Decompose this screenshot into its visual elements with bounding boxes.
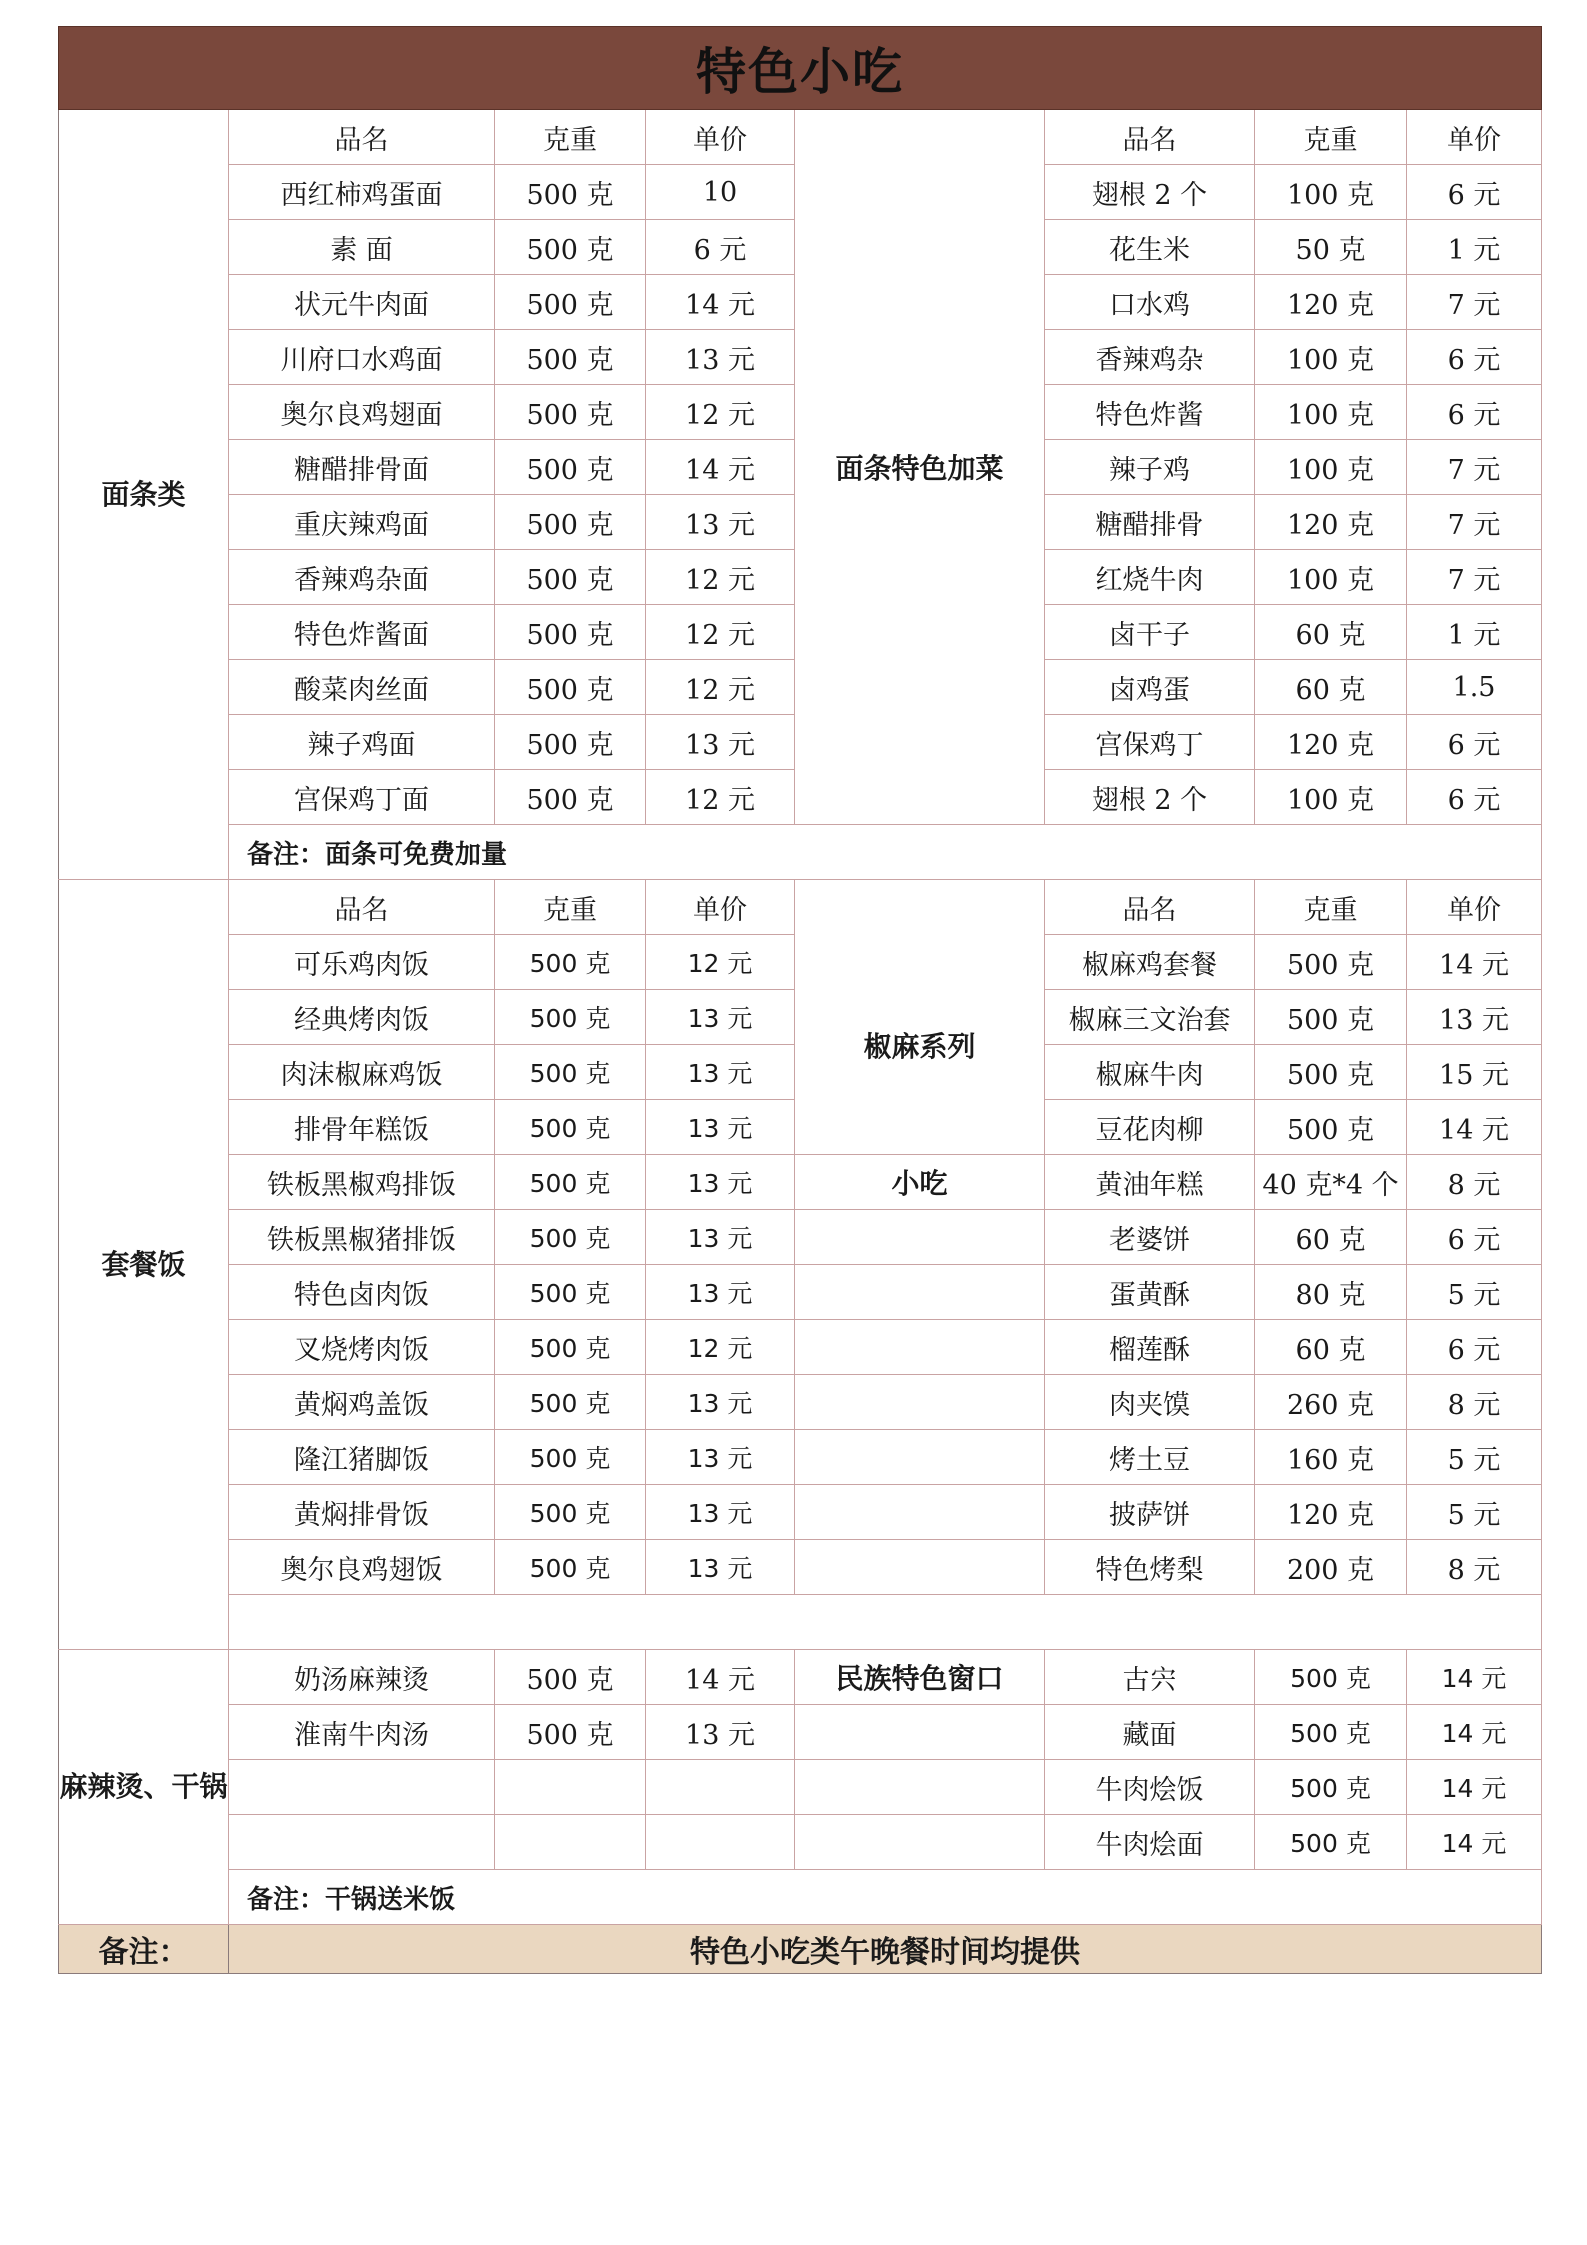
- sets-header-price: 单价: [646, 880, 795, 935]
- item-name: 宫保鸡丁面: [229, 770, 495, 825]
- extra-price: 13 元: [1407, 990, 1542, 1045]
- empty-cell: [646, 1760, 795, 1815]
- footer-text: 特色小吃类午晚餐时间均提供: [229, 1925, 1542, 1974]
- item-price: 12 元: [646, 660, 795, 715]
- extra-price: 6 元: [1407, 1320, 1542, 1375]
- extra-weight: 60 克: [1255, 1210, 1407, 1265]
- sets-header-weight: 克重: [495, 880, 646, 935]
- table-row: [59, 1375, 1542, 1430]
- item-name: 黄焖鸡盖饭: [229, 1375, 495, 1430]
- item-weight: 500 克: [495, 165, 646, 220]
- extra-name: 红烧牛肉: [1045, 550, 1255, 605]
- extra-weight: 50 克: [1255, 220, 1407, 275]
- item-weight: 500 克: [495, 275, 646, 330]
- extra-name: 口水鸡: [1045, 275, 1255, 330]
- extra-price: 7 元: [1407, 550, 1542, 605]
- item-name: 糖醋排骨面: [229, 440, 495, 495]
- extra-price: 6 元: [1407, 1210, 1542, 1265]
- extra-price: 5 元: [1407, 1265, 1542, 1320]
- extra-name: 牛肉烩面: [1045, 1815, 1255, 1870]
- empty-cell: [229, 1815, 495, 1870]
- item-weight: 500 克: [495, 385, 646, 440]
- extra-name: 豆花肉柳: [1045, 1100, 1255, 1155]
- menu-table: [58, 26, 1542, 1974]
- noodles-header-price: 单价: [646, 110, 795, 165]
- sets-side-empty: [795, 1265, 1045, 1320]
- extra-weight: 120 克: [1255, 275, 1407, 330]
- extra-price: 6 元: [1407, 715, 1542, 770]
- item-weight: 500 克: [495, 330, 646, 385]
- extra-price: 5 元: [1407, 1430, 1542, 1485]
- sets-side-empty: [795, 1485, 1045, 1540]
- item-price: 14 元: [646, 1650, 795, 1705]
- extra-weight: 40 克*4 个: [1255, 1155, 1407, 1210]
- extra-name: 黄油年糕: [1045, 1155, 1255, 1210]
- sets-side-empty: [795, 1375, 1045, 1430]
- item-price: 13 元: [646, 1155, 795, 1210]
- extra-name: 卤鸡蛋: [1045, 660, 1255, 715]
- item-weight: 500 克: [495, 220, 646, 275]
- extra-weight: 500 克: [1255, 1760, 1407, 1815]
- footer-label: 备注：: [59, 1925, 229, 1974]
- item-weight: 500 克: [495, 1650, 646, 1705]
- item-name: 肉沫椒麻鸡饭: [229, 1045, 495, 1100]
- sets-side-empty: [795, 1210, 1045, 1265]
- item-name: 叉烧烤肉饭: [229, 1320, 495, 1375]
- item-name: 状元牛肉面: [229, 275, 495, 330]
- item-weight: 500 克: [495, 1485, 646, 1540]
- extra-name: 卤干子: [1045, 605, 1255, 660]
- extra-weight: 500 克: [1255, 1100, 1407, 1155]
- noodles-note: 备注：面条可免费加量: [229, 825, 1542, 880]
- item-weight: 500 克: [495, 1705, 646, 1760]
- note-row: [59, 1870, 1542, 1925]
- extra-name: 椒麻牛肉: [1045, 1045, 1255, 1100]
- extra-name: 肉夹馍: [1045, 1375, 1255, 1430]
- sets-extras-header-name: 品名: [1045, 880, 1255, 935]
- extra-name: 椒麻三文治套: [1045, 990, 1255, 1045]
- item-name: 奶汤麻辣烫: [229, 1650, 495, 1705]
- item-weight: 500 克: [495, 1155, 646, 1210]
- item-price: 6 元: [646, 220, 795, 275]
- malatang-side-label: 民族特色窗口: [795, 1650, 1045, 1705]
- header-row: [59, 880, 1542, 935]
- extra-weight: 100 克: [1255, 770, 1407, 825]
- item-name: 素 面: [229, 220, 495, 275]
- empty-cell: [495, 1760, 646, 1815]
- item-name: 奥尔良鸡翅面: [229, 385, 495, 440]
- item-weight: 500 克: [495, 440, 646, 495]
- item-price: 13 元: [646, 1375, 795, 1430]
- item-name: 铁板黑椒猪排饭: [229, 1210, 495, 1265]
- item-weight: 500 克: [495, 1540, 646, 1595]
- item-price: 13 元: [646, 1430, 795, 1485]
- item-price: 14 元: [646, 275, 795, 330]
- extra-weight: 100 克: [1255, 385, 1407, 440]
- extra-name: 宫保鸡丁: [1045, 715, 1255, 770]
- category-noodles: 面条类: [59, 110, 229, 880]
- item-name: 酸菜肉丝面: [229, 660, 495, 715]
- item-weight: 500 克: [495, 1045, 646, 1100]
- extra-weight: 100 克: [1255, 440, 1407, 495]
- table-row: [59, 1210, 1542, 1265]
- sets-side-empty: [795, 1540, 1045, 1595]
- item-price: 10: [646, 165, 795, 220]
- extra-name: 翅根 2 个: [1045, 165, 1255, 220]
- item-weight: 500 克: [495, 1210, 646, 1265]
- sets-blank-row: [229, 1595, 1542, 1650]
- extra-name: 特色炸酱: [1045, 385, 1255, 440]
- extra-weight: 60 克: [1255, 1320, 1407, 1375]
- extra-name: 榴莲酥: [1045, 1320, 1255, 1375]
- extra-price: 6 元: [1407, 385, 1542, 440]
- item-price: 12 元: [646, 935, 795, 990]
- extra-name: 花生米: [1045, 220, 1255, 275]
- item-name: 特色炸酱面: [229, 605, 495, 660]
- extra-weight: 80 克: [1255, 1265, 1407, 1320]
- extra-weight: 100 克: [1255, 165, 1407, 220]
- extra-name: 藏面: [1045, 1705, 1255, 1760]
- extra-name: 蛋黄酥: [1045, 1265, 1255, 1320]
- extra-name: 古宍: [1045, 1650, 1255, 1705]
- extra-weight: 100 克: [1255, 330, 1407, 385]
- blank-row: [59, 1595, 1542, 1650]
- extra-weight: 100 克: [1255, 550, 1407, 605]
- footer-row: [59, 1925, 1542, 1974]
- item-price: 12 元: [646, 385, 795, 440]
- item-name: 奥尔良鸡翅饭: [229, 1540, 495, 1595]
- empty-cell: [229, 1760, 495, 1815]
- extra-price: 14 元: [1407, 1815, 1542, 1870]
- item-price: 13 元: [646, 990, 795, 1045]
- extra-weight: 500 克: [1255, 1705, 1407, 1760]
- sets-extras-header-weight: 克重: [1255, 880, 1407, 935]
- item-name: 隆江猪脚饭: [229, 1430, 495, 1485]
- extra-price: 1 元: [1407, 220, 1542, 275]
- extra-price: 7 元: [1407, 440, 1542, 495]
- extra-price: 1 元: [1407, 605, 1542, 660]
- extra-price: 14 元: [1407, 935, 1542, 990]
- sets-side-spacer: [795, 880, 1045, 935]
- malatang-side-empty: [795, 1815, 1045, 1870]
- sets-side-empty: [795, 1320, 1045, 1375]
- extra-name: 辣子鸡: [1045, 440, 1255, 495]
- item-price: 12 元: [646, 1320, 795, 1375]
- noodles-extras-header-weight: 克重: [1255, 110, 1407, 165]
- noodles-extras-header-price: 单价: [1407, 110, 1542, 165]
- category-sets: 套餐饭: [59, 880, 229, 1650]
- noodles-header-name: 品名: [229, 110, 495, 165]
- item-weight: 500 克: [495, 935, 646, 990]
- empty-cell: [646, 1815, 795, 1870]
- extra-weight: 260 克: [1255, 1375, 1407, 1430]
- item-weight: 500 克: [495, 1320, 646, 1375]
- extra-price: 1.5: [1407, 660, 1542, 715]
- extra-name: 牛肉烩饭: [1045, 1760, 1255, 1815]
- table-row: [59, 1705, 1542, 1760]
- extra-weight: 200 克: [1255, 1540, 1407, 1595]
- extra-price: 7 元: [1407, 495, 1542, 550]
- item-price: 13 元: [646, 1045, 795, 1100]
- extra-weight: 500 克: [1255, 1650, 1407, 1705]
- malatang-side-empty: [795, 1760, 1045, 1815]
- item-price: 13 元: [646, 1100, 795, 1155]
- extra-weight: 500 克: [1255, 935, 1407, 990]
- menu-sheet: [58, 26, 1541, 1974]
- extra-price: 7 元: [1407, 275, 1542, 330]
- extra-weight: 120 克: [1255, 1485, 1407, 1540]
- item-price: 14 元: [646, 440, 795, 495]
- sets-extras-header-price: 单价: [1407, 880, 1542, 935]
- extra-price: 8 元: [1407, 1375, 1542, 1430]
- table-row: [59, 1265, 1542, 1320]
- extra-price: 8 元: [1407, 1540, 1542, 1595]
- table-row: [59, 1155, 1542, 1210]
- item-price: 12 元: [646, 770, 795, 825]
- item-weight: 500 克: [495, 1375, 646, 1430]
- item-name: 西红柿鸡蛋面: [229, 165, 495, 220]
- sets-header-name: 品名: [229, 880, 495, 935]
- extra-price: 5 元: [1407, 1485, 1542, 1540]
- extra-name: 烤土豆: [1045, 1430, 1255, 1485]
- extra-price: 14 元: [1407, 1760, 1542, 1815]
- item-name: 排骨年糕饭: [229, 1100, 495, 1155]
- item-name: 铁板黑椒鸡排饭: [229, 1155, 495, 1210]
- header-row: [59, 110, 1542, 165]
- extra-name: 糖醋排骨: [1045, 495, 1255, 550]
- item-price: 13 元: [646, 330, 795, 385]
- extra-price: 8 元: [1407, 1155, 1542, 1210]
- item-weight: 500 克: [495, 605, 646, 660]
- extra-price: 6 元: [1407, 770, 1542, 825]
- extra-weight: 500 克: [1255, 990, 1407, 1045]
- extra-price: 6 元: [1407, 330, 1542, 385]
- extra-price: 14 元: [1407, 1100, 1542, 1155]
- note-row: [59, 825, 1542, 880]
- empty-cell: [495, 1815, 646, 1870]
- extra-weight: 160 克: [1255, 1430, 1407, 1485]
- item-weight: 500 克: [495, 990, 646, 1045]
- malatang-note: 备注：干锅送米饭: [229, 1870, 1542, 1925]
- item-name: 川府口水鸡面: [229, 330, 495, 385]
- noodles-extras-header-name: 品名: [1045, 110, 1255, 165]
- item-price: 13 元: [646, 495, 795, 550]
- extra-weight: 60 克: [1255, 605, 1407, 660]
- item-name: 辣子鸡面: [229, 715, 495, 770]
- table-row: [59, 1760, 1542, 1815]
- item-name: 香辣鸡杂面: [229, 550, 495, 605]
- extra-name: 披萨饼: [1045, 1485, 1255, 1540]
- sets-side-label-1: 椒麻系列: [795, 935, 1045, 1155]
- item-price: 12 元: [646, 550, 795, 605]
- table-row: [59, 1485, 1542, 1540]
- noodles-header-weight: 克重: [495, 110, 646, 165]
- extra-weight: 500 克: [1255, 1045, 1407, 1100]
- table-row: [59, 1650, 1542, 1705]
- extra-name: 椒麻鸡套餐: [1045, 935, 1255, 990]
- extra-price: 14 元: [1407, 1650, 1542, 1705]
- extra-price: 14 元: [1407, 1705, 1542, 1760]
- table-row: [59, 1320, 1542, 1375]
- item-weight: 500 克: [495, 1430, 646, 1485]
- item-price: 13 元: [646, 1485, 795, 1540]
- item-name: 可乐鸡肉饭: [229, 935, 495, 990]
- item-name: 经典烤肉饭: [229, 990, 495, 1045]
- item-weight: 500 克: [495, 1100, 646, 1155]
- extra-name: 香辣鸡杂: [1045, 330, 1255, 385]
- item-weight: 500 克: [495, 550, 646, 605]
- extra-weight: 120 克: [1255, 495, 1407, 550]
- item-name: 特色卤肉饭: [229, 1265, 495, 1320]
- item-weight: 500 克: [495, 495, 646, 550]
- item-price: 12 元: [646, 605, 795, 660]
- item-weight: 500 克: [495, 770, 646, 825]
- extra-weight: 500 克: [1255, 1815, 1407, 1870]
- extra-name: 老婆饼: [1045, 1210, 1255, 1265]
- item-name: 淮南牛肉汤: [229, 1705, 495, 1760]
- table-row: [59, 935, 1542, 990]
- table-row: [59, 1430, 1542, 1485]
- sets-side-empty: [795, 1430, 1045, 1485]
- table-row: [59, 1815, 1542, 1870]
- extra-name: 翅根 2 个: [1045, 770, 1255, 825]
- extra-weight: 120 克: [1255, 715, 1407, 770]
- extra-name: 特色烤梨: [1045, 1540, 1255, 1595]
- page-title: 特色小吃: [59, 27, 1542, 110]
- item-weight: 500 克: [495, 715, 646, 770]
- item-price: 13 元: [646, 1265, 795, 1320]
- item-price: 13 元: [646, 715, 795, 770]
- noodles-side-label: 面条特色加菜: [795, 110, 1045, 825]
- extra-weight: 60 克: [1255, 660, 1407, 715]
- item-weight: 500 克: [495, 660, 646, 715]
- item-price: 13 元: [646, 1210, 795, 1265]
- item-price: 13 元: [646, 1705, 795, 1760]
- extra-price: 6 元: [1407, 165, 1542, 220]
- item-price: 13 元: [646, 1540, 795, 1595]
- extra-price: 15 元: [1407, 1045, 1542, 1100]
- sets-side-label-2: 小吃: [795, 1155, 1045, 1210]
- table-row: [59, 1540, 1542, 1595]
- malatang-side-empty: [795, 1705, 1045, 1760]
- item-weight: 500 克: [495, 1265, 646, 1320]
- category-malatang: 麻辣烫、干锅: [59, 1650, 229, 1925]
- item-name: 重庆辣鸡面: [229, 495, 495, 550]
- item-name: 黄焖排骨饭: [229, 1485, 495, 1540]
